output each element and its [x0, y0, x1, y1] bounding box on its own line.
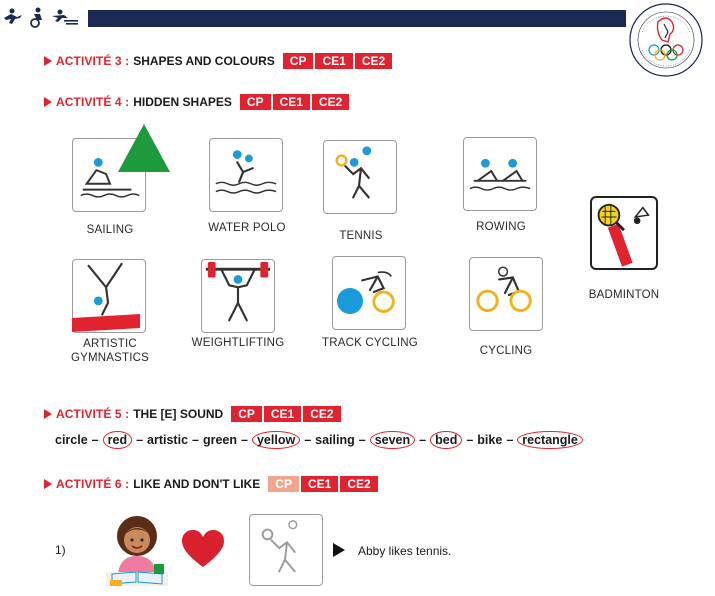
green-triangle-shape [117, 123, 171, 173]
cycling-icon [470, 258, 542, 330]
cycling-pictogram [469, 257, 543, 331]
dash: – [241, 433, 248, 447]
tag-cp: CP [283, 53, 316, 69]
activity-title: THE [E] SOUND [133, 407, 224, 421]
word: sailing [315, 433, 355, 447]
activity-label: ACTIVITÉ 5 : [56, 407, 130, 421]
circled-word: seven [370, 431, 415, 449]
level-tags [231, 406, 342, 422]
answer-sentence: Abby likes tennis. [358, 544, 452, 558]
tag-ce2: CE2 [355, 53, 394, 69]
tag-ce2: CE2 [340, 476, 379, 492]
activity-label: ACTIVITÉ 6 : [56, 477, 130, 491]
tag-cp: CP [268, 476, 301, 492]
rowing-pictogram [463, 137, 537, 211]
activity-3-heading [44, 53, 394, 69]
level-tags [240, 94, 351, 110]
word: green [202, 433, 238, 447]
label-weightlifting: WEIGHTLIFTING [191, 337, 285, 349]
label-badminton: BADMINTON [588, 289, 660, 301]
arrow-right-icon [44, 56, 52, 66]
circled-word: rectangle [517, 431, 583, 449]
label-water-polo: WATER POLO [208, 222, 286, 234]
arrow-right-icon [44, 409, 52, 419]
tag-ce2: CE2 [312, 94, 351, 110]
circled-word: red [103, 431, 132, 449]
label-gymnastics: GYMNASTICS [70, 352, 150, 364]
tennis-icon [324, 141, 396, 213]
activity-label: ACTIVITÉ 4 : [56, 95, 130, 109]
exercise-number: 1) [55, 543, 66, 557]
weightlifting-pictogram [201, 259, 275, 333]
dash: – [419, 433, 427, 447]
cnosf-logo-icon [628, 2, 704, 78]
dash: – [358, 433, 366, 447]
dash: – [304, 433, 312, 447]
blue-circle-shape [336, 287, 364, 315]
label-rowing: ROWING [476, 221, 526, 233]
girl-studying-illustration [102, 512, 172, 590]
dash: – [91, 433, 99, 447]
tag-ce1: CE1 [264, 406, 303, 422]
activity-4-heading [44, 94, 351, 110]
arrow-right-icon [44, 479, 52, 489]
level-tags [283, 53, 394, 69]
activity-title: SHAPES AND COLOURS [133, 54, 275, 68]
red-rectangle-shape [72, 312, 140, 332]
tag-ce1: CE1 [273, 94, 312, 110]
label-sailing: SAILING [86, 224, 134, 236]
tag-cp: CP [231, 406, 264, 422]
dash: – [136, 433, 144, 447]
tag-cp: CP [240, 94, 273, 110]
play-arrow-icon [333, 543, 345, 557]
tag-ce1: CE1 [315, 53, 354, 69]
e-sound-word-list [55, 431, 583, 449]
paralympic-sports-icons [2, 6, 82, 28]
dash: – [192, 433, 199, 447]
activity-title: HIDDEN SHAPES [133, 95, 232, 109]
tennis-pictogram [323, 140, 397, 214]
rowing-icon [464, 138, 536, 210]
circled-word: bed [430, 431, 462, 449]
label-cycling: CYCLING [479, 345, 533, 357]
tag-ce2: CE2 [303, 406, 342, 422]
tag-ce1: CE1 [301, 476, 340, 492]
label-artistic: ARTISTIC [83, 338, 137, 350]
dash: – [506, 433, 514, 447]
word: bike [477, 433, 503, 447]
badminton-icon [592, 198, 656, 268]
activity-label: ACTIVITÉ 3 : [56, 54, 130, 68]
water-polo-icon [210, 139, 282, 211]
activity-5-heading [44, 406, 343, 422]
word: artistic [147, 433, 189, 447]
level-tags [268, 476, 379, 492]
circled-word: yellow [252, 431, 300, 449]
arrow-right-icon [44, 97, 52, 107]
badminton-pictogram [590, 196, 658, 270]
heart-icon [182, 530, 224, 568]
label-track-cycling: TRACK CYCLING [322, 337, 418, 349]
word: circle [55, 433, 88, 447]
tennis-player-pictogram [249, 514, 323, 586]
header-band [88, 10, 626, 27]
dash: – [466, 433, 474, 447]
activity-6-heading [44, 476, 380, 492]
label-tennis: TENNIS [339, 230, 383, 242]
tennis-icon [250, 515, 322, 585]
label-artistic-gymnastics [64, 337, 156, 365]
weightlifting-icon [202, 260, 274, 332]
water-polo-pictogram [209, 138, 283, 212]
activity-title: LIKE AND DON'T LIKE [133, 477, 261, 491]
